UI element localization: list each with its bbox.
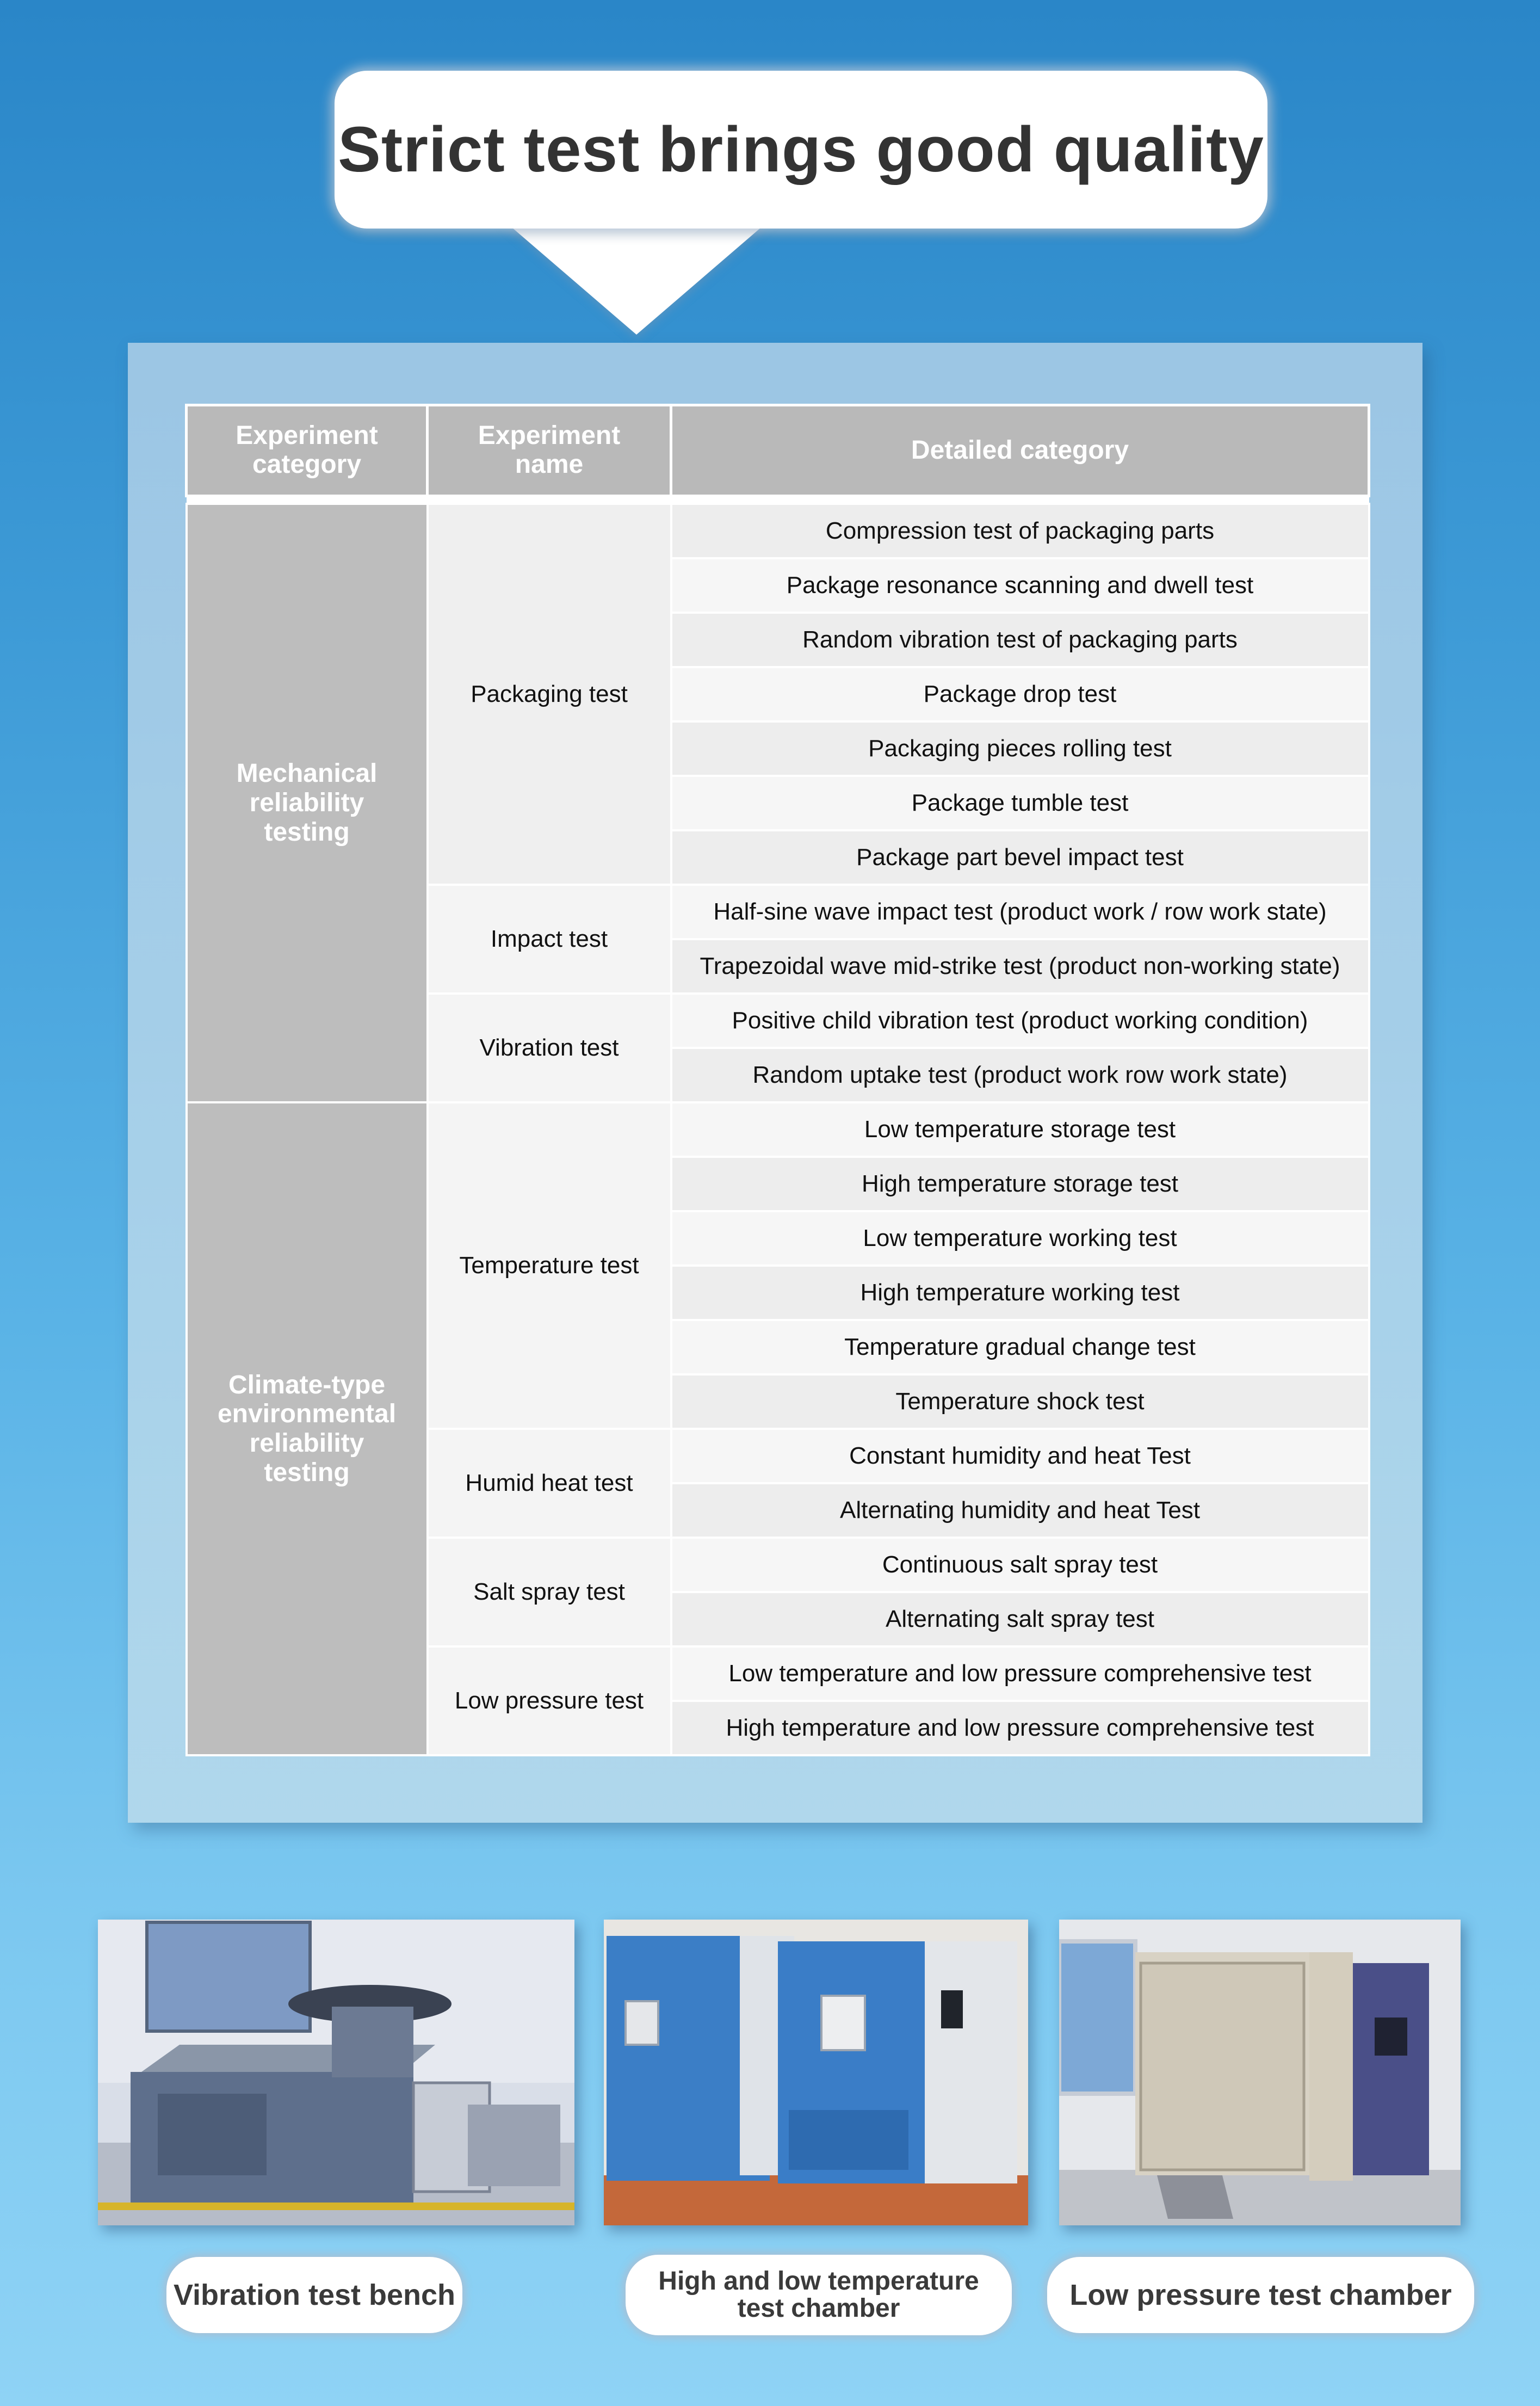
table-row [187,1102,1369,1157]
test-name-cell: Humid heat test [428,1429,671,1538]
title-bubble-tail [500,218,772,335]
detail-cell: Low temperature and low pressure comprehensive test [671,1646,1369,1701]
test-name-cell: Salt spray test [428,1538,671,1646]
test-name-cell: Impact test [428,885,671,994]
detail-cell: Random vibration test of packaging parts [671,613,1369,667]
detail-cell: Continuous salt spray test [671,1538,1369,1592]
test-table [185,404,1370,1756]
page-title: Strict test brings good quality [338,114,1264,186]
detail-cell: Compression test of packaging parts [671,504,1369,558]
table-header-row [187,405,1369,496]
detail-cell: Alternating humidity and heat Test [671,1483,1369,1538]
header-category: Experiment category [187,405,428,496]
detail-cell: Low temperature working test [671,1211,1369,1266]
detail-cell: Low temperature storage test [671,1102,1369,1157]
detail-cell: Trapezoidal wave mid-strike test (product non-working state) [671,939,1369,994]
test-name-cell: Temperature test [428,1102,671,1429]
detail-cell: Constant humidity and heat Test [671,1429,1369,1483]
detail-cell: Package resonance scanning and dwell test [671,558,1369,613]
detail-cell: Packaging pieces rolling test [671,721,1369,776]
detail-cell: Package part bevel impact test [671,830,1369,885]
detail-cell: Temperature shock test [671,1374,1369,1429]
detail-cell: Temperature gradual change test [671,1320,1369,1374]
test-name-cell: Low pressure test [428,1646,671,1755]
category-cell: Mechanical reliability testing [187,504,428,1102]
detail-cell: Positive child vibration test (product working condition) [671,994,1369,1048]
low-pressure-chamber-label: Low pressure test chamber [1047,2257,1474,2333]
test-name-cell: Packaging test [428,504,671,885]
detail-cell: High temperature and low pressure comprehensive test [671,1701,1369,1755]
header-gap [187,496,1369,504]
category-cell: Climate-type environmental reliability testing [187,1102,428,1755]
low-pressure-chamber-photo [1059,1920,1461,2225]
detail-cell: Half-sine wave impact test (product work / row work state) [671,885,1369,939]
detail-cell: High temperature storage test [671,1157,1369,1211]
detail-cell: High temperature working test [671,1266,1369,1320]
vibration-bench-label: Vibration test bench [166,2257,462,2333]
detail-cell: Package tumble test [671,776,1369,830]
detail-cell: Alternating salt spray test [671,1592,1369,1646]
detail-cell: Package drop test [671,667,1369,721]
temperature-chamber-photo [604,1920,1028,2225]
table-row [187,504,1369,558]
test-name-cell: Vibration test [428,994,671,1102]
header-name: Experiment name [428,405,671,496]
temperature-chamber-label: High and low temperature test chamber [626,2255,1012,2335]
vibration-bench-photo [98,1920,574,2225]
detail-cell: Random uptake test (product work row work state) [671,1048,1369,1102]
header-detail: Detailed category [671,405,1369,496]
